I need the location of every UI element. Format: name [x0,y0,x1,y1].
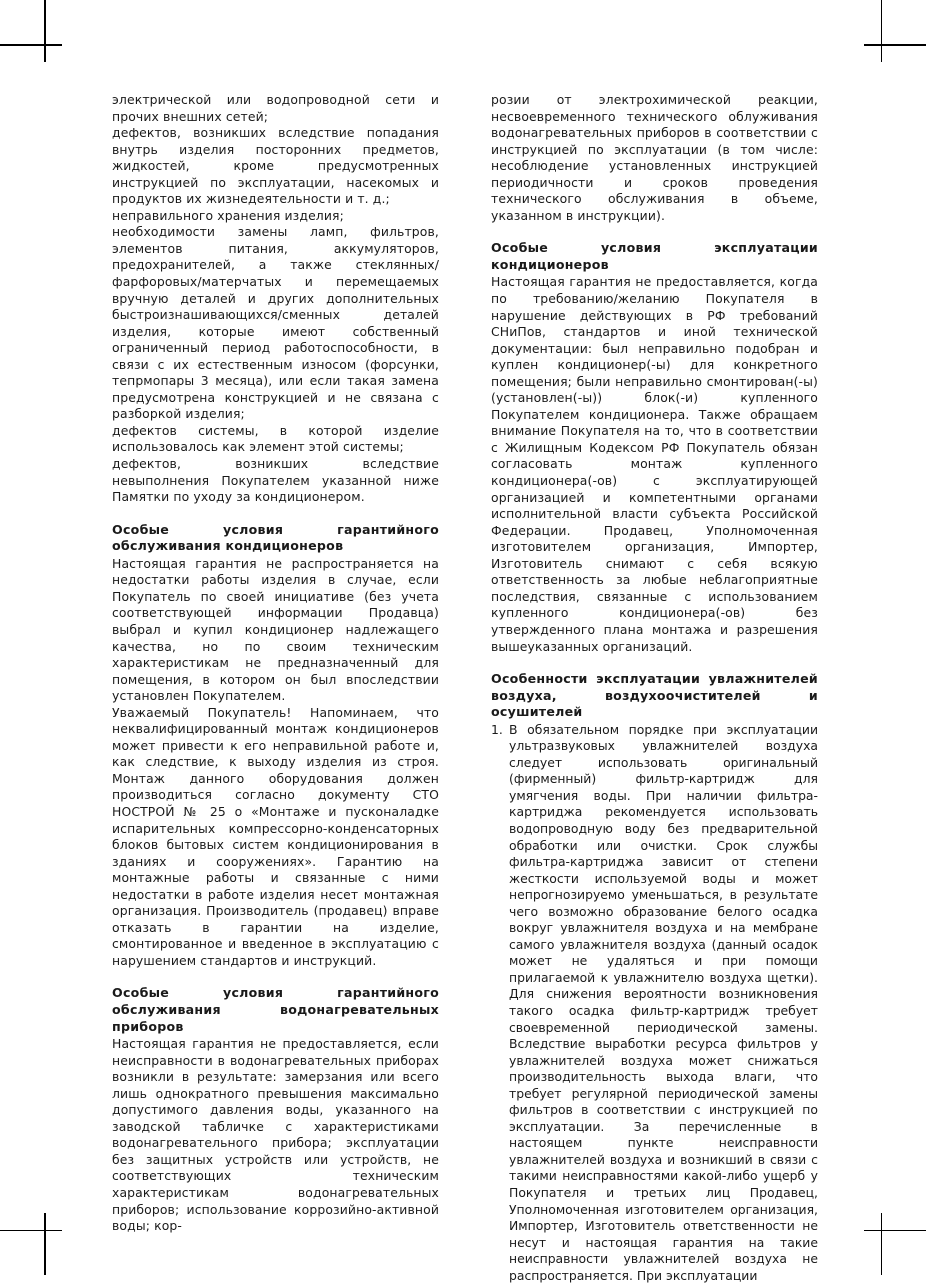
paragraph: Настоящая гарантия не распространяется на недостатки работы изделия в случае, если Покупатель по своей инициативе (без учета соответствующей информации Продавца) выбрал и купил кондиционер надлежащего качества, но по своим техническим характеристикам не предназначенный для помещения, в котором он был впоследствии установлен Покупателем. [112,555,439,704]
crop-mark-bottom-left-vertical [44,1213,46,1275]
crop-mark-bottom-right-vertical [881,1213,883,1275]
crop-mark-top-right-vertical [881,0,883,62]
paragraph: Настоящая гарантия не предоставляется, когда по требованию/желанию Покупателя в нарушение действующих в РФ требований СНиПов, стандартов и иной технической документации: был неправильно подобран и куплен кондиционер(-ы) для конкретного помещения; были неправильно смонтирован(-ы) (установлен(-ы)) блок(-и) купленного Покупателем кондиционера. Также обращаем внимание Покупателя на то, что в соответствии с Жилищным Кодексом РФ Покупатель обязан согласовать монтаж купленного кондиционера(-ов) с эксплуатирующей организацией и компетентными органами исполнительной власти субъекта Российской Федерации. Продавец, Уполномоченная изготовителем организация, Импортер, Изготовитель снимают с себя всякую ответственность за любые неблагоприятные последствия, связанные с использованием купленного кондиционера(-ов) без утвержденного плана монтажа и разрешения вышеуказанных организаций. [491,274,818,654]
paragraph: необходимости замены ламп, фильтров, элементов питания, аккумуляторов, предохранителей, а также стеклянных/фарфоровых/матерчатых и перемещаемых вручную деталей и других дополнительных быстроизнашивающихся/сменных деталей изделия, которые имеют собственный ограниченный период работоспособности, в связи с их естественным износом (форсунки, тепрмопары 3 месяца), или если такая замена предусмотрена конструкцией и не связана с разборкой изделия; [112,224,439,422]
paragraph: Уважаемый Покупатель! Напоминаем, что неквалифицированный монтаж кондиционеров может привести к его неправильной работе и, как следствие, к выходу изделия из строя. Монтаж данного оборудования должен производиться согласно документу СТО НОСТРОЙ № 25 о «Монтаже и пусконаладке испарительных компрессорно-конденсаторных блоков бытовых систем кондиционирования в зданиях и сооружениях». Гарантию на монтажные работы и связанные с ними недостатки в работе изделия несет монтажная организация. Производитель (продавец) вправе отказать в гарантии на изделие, смонтированное и введенное в эксплуатацию с нарушением стандартов и инструкций. [112,704,439,968]
crop-mark-bottom-right-horizontal [864,1230,926,1232]
section-heading-operation-conditioners: Особые условия эксплуатации кондиционеров [491,240,818,272]
section-heading-warranty-conditioners: Особые условия гарантийного обслуживания кондиционеров [112,521,439,554]
crop-mark-top-left-vertical [44,0,46,62]
section-heading-warranty-water-heaters: Особые условия гарантийного обслуживания водонагревательных приборов [112,985,439,1034]
paragraph-continuation: розии от электрохимической реакции, несвоевременного технического облуживания водонагревательных приборов в соответствии с инструкцией по эксплуатации (в том числе: несоблюдение установленных инструкцией периодичности и сроков проведения технического обслуживания в объеме, указанном в инструкции). [491,92,818,223]
paragraph: неправильного хранения изделия; [112,207,344,223]
two-column-layout [112,92,818,1283]
list-item-number: 1. [491,721,503,737]
numbered-list-item [491,722,818,1284]
left-column [112,92,439,1234]
paragraph: Настоящая гарантия не предоставляется, если неисправности в водонагревательных приборах возникли в результате: замерзания или всего лишь однократного превышения максимально допустимого давления воды, указанного на заводской табличке с характеристиками водонагревательного прибора; эксплуатации без защитных устройств или устройств, не соответствующих техническим характеристикам водонагревательных приборов; использование коррозийно-активной воды; кор- [112,1036,439,1234]
paragraph: электрической или водопроводной сети и прочих внешних сетей; [112,92,439,124]
crop-mark-top-left-horizontal [0,44,62,46]
paragraph: дефектов, возникших вследствие невыполнения Покупателем указанной ниже Памятки по уходу за кондиционером. [112,456,439,505]
crop-mark-bottom-left-horizontal [0,1230,62,1232]
paragraph: дефектов системы, в которой изделие использовалось как элемент этой системы; [112,422,439,455]
paragraph: дефектов, возникших вследствие попадания внутрь изделия посторонних предметов, жидкостей, кроме предусмотренных инструкцией по эксплуатации, насекомых и продуктов их жизнедеятельности и т. д.; [112,125,439,207]
section-heading-humidifiers: Особенности эксплуатации увлажнителей воздуха, воздухоочистителей и осушителей [491,671,818,720]
crop-mark-top-right-horizontal [864,44,926,46]
right-column [491,92,818,1283]
list-item-text: В обязательном порядке при эксплуатации ультразвуковых увлажнителей воздуха следует использовать оригинальный (фирменный) фильтр-картридж для умягчения воды. При наличии фильтра-картриджа рекомендуется использовать водопроводную воду без предварительной обработки или очистки. Срок службы фильтра-картриджа зависит от степени жесткости используемой воды и может непрогнозируемо уменьшаться, в результате чего возможно образование белого осадка вокруг увлажнителя воздуха и на мембране самого увлажнителя воздуха (данный осадок может не удаляться и при помощи прилагаемой к увлажнителю воздуха щетки). Для снижения вероятности возникновения такого осадка фильтр-картридж требует своевременной периодической замены. Вследствие выработки ресурса фильтров у увлажнителей воздуха может снижаться производительность выхода влаги, что требует регулярной периодической замены фильтров в соответствии с инструкцией по эксплуатации. За перечисленные в настоящем пункте неисправности увлажнителей воздуха и возникший в связи с такими неисправностями какой-либо ущерб у Покупателя и третьих лиц Продавец, Уполномоченная изготовителем организация, Импортер, Изготовитель ответственности не несут и настоящая гарантия на такие неисправности увлажнителей воздуха не распространяется. При эксплуатации [509,721,818,1283]
document-page [112,92,818,1283]
